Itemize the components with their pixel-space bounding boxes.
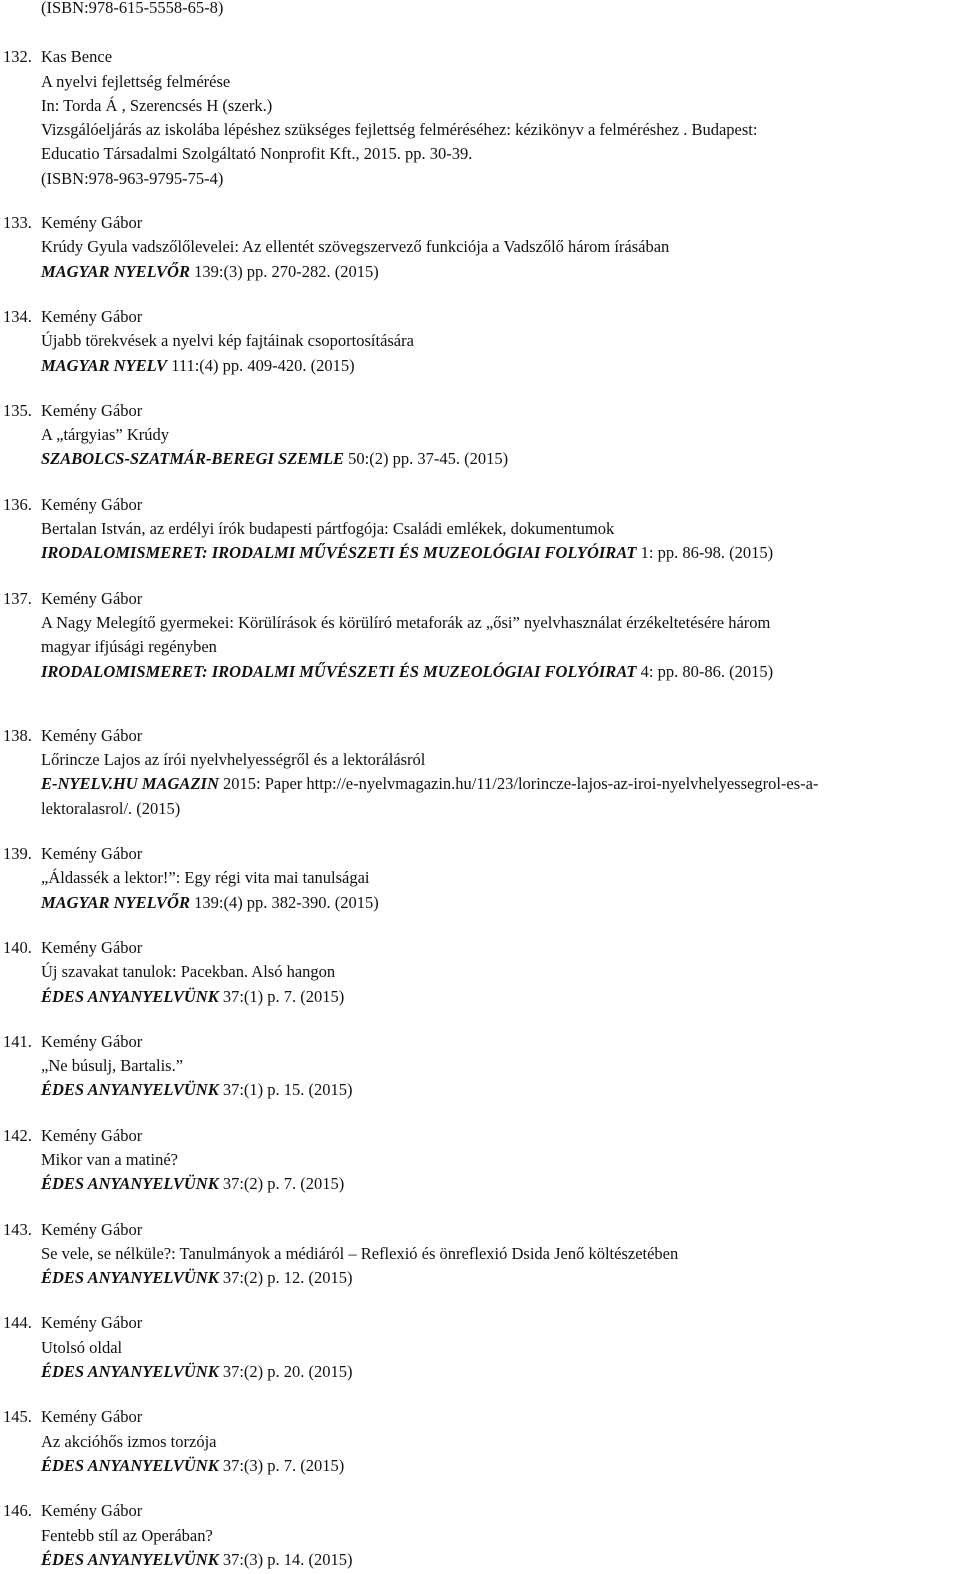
list-item: [3, 1218, 953, 1291]
entry-details-continued: lektoralasrol/. (2015): [41, 798, 181, 818]
entry-journal: ÉDES ANYANYELVÜNK: [41, 1080, 219, 1100]
list-item: [3, 936, 953, 1009]
entry-isbn: (ISBN:978-963-9795-75-4): [41, 168, 224, 188]
entry-source: [41, 1172, 953, 1196]
entry-author: Kemény Gábor: [41, 937, 143, 957]
entry-journal: MAGYAR NYELVŐR: [41, 261, 190, 281]
entry-editors: In: Torda Á , Szerencsés H (szerk.): [41, 95, 273, 115]
previous-entry-isbn: (ISBN:978-615-5558-65-8): [41, 0, 224, 17]
entry-journal: MAGYAR NYELV: [41, 355, 168, 375]
entry-details: 4: pp. 80-86. (2015): [636, 661, 774, 681]
entry-title: Se vele, se nélküle?: Tanulmányok a médiáról – Reflexió és önreflexió Dsida Jenő költészetében: [41, 1243, 679, 1263]
entry-number: 138.: [3, 725, 32, 745]
entry-number: 143.: [3, 1219, 32, 1239]
entry-title: Újabb törekvések a nyelvi kép fajtáinak csoportosítására: [41, 331, 414, 351]
entry-number: 142.: [3, 1125, 32, 1145]
entry-book-title: Vizsgálóeljárás az iskolába lépéshez szükséges fejlettség felméréséhez: kézikönyv a felméréshez . Budapest:: [41, 120, 758, 140]
entry-author: Kemény Gábor: [41, 494, 143, 514]
list-item: [3, 211, 953, 284]
entry-number: 145.: [3, 1407, 32, 1427]
entry-title: Utolsó oldal: [41, 1337, 123, 1357]
entry-details: 1: pp. 86-98. (2015): [636, 543, 774, 563]
entry-source: [41, 985, 953, 1009]
entry-details: 50:(2) pp. 37-45. (2015): [344, 449, 509, 469]
list-item: [3, 1124, 953, 1197]
entry-author: Kemény Gábor: [41, 844, 143, 864]
entry-details: 37:(2) p. 7. (2015): [218, 1174, 345, 1194]
entry-source: [41, 447, 953, 471]
entry-title: Krúdy Gyula vadszőlőlevelei: Az ellentét szövegszervező funkciója a Vadszőlő három írásában: [41, 237, 670, 257]
entry-number: 144.: [3, 1313, 32, 1333]
entry-details: 37:(3) p. 7. (2015): [218, 1455, 345, 1475]
list-item: [3, 1499, 953, 1572]
entry-author: Kemény Gábor: [41, 1313, 143, 1333]
entry-author: Kemény Gábor: [41, 1407, 143, 1427]
entry-title-continued: magyar ifjúsági regényben: [41, 637, 217, 657]
entry-title: Lőrincze Lajos az írói nyelvhelyességről és a lektorálásról: [41, 750, 426, 770]
entry-details: 37:(1) p. 15. (2015): [218, 1080, 353, 1100]
entry-details: 37:(2) p. 12. (2015): [218, 1268, 353, 1288]
list-item: [3, 305, 953, 378]
entry-title: A „tárgyias” Krúdy: [41, 425, 169, 445]
entry-journal: ÉDES ANYANYELVÜNK: [41, 1268, 219, 1288]
entry-source: [41, 541, 953, 565]
entry-title: A nyelvi fejlettség felmérése: [41, 71, 231, 91]
entry-title: A Nagy Melegítő gyermekei: Körülírások és körülíró metaforák az „ősi” nyelvhasználat érzékeltetésére három: [41, 612, 771, 632]
list-item: [3, 1311, 953, 1384]
entry-details: 139:(4) pp. 382-390. (2015): [189, 892, 379, 912]
entry-journal: ÉDES ANYANYELVÜNK: [41, 1362, 219, 1382]
list-item: [3, 1030, 953, 1103]
entry-number: 133.: [3, 213, 32, 233]
entry-title: Fentebb stíl az Operában?: [41, 1525, 213, 1545]
list-item: [3, 842, 953, 915]
entry-number: 134.: [3, 306, 32, 326]
entry-author: Kemény Gábor: [41, 1125, 143, 1145]
entry-number: 136.: [3, 494, 32, 514]
entry-author: Kemény Gábor: [41, 306, 143, 326]
entry-author: Kas Bence: [41, 47, 113, 67]
entry-journal: IRODALOMISMERET: IRODALMI MŰVÉSZETI ÉS MUZEOLÓGIAI FOLYÓIRAT: [41, 661, 637, 681]
entry-source: [41, 1454, 953, 1478]
entry-author: Kemény Gábor: [41, 213, 143, 233]
entry-source: [41, 1266, 953, 1290]
entry-number: 137.: [3, 588, 32, 608]
entry-number: 140.: [3, 937, 32, 957]
entry-number: 132.: [3, 47, 32, 67]
entry-author: Kemény Gábor: [41, 1031, 143, 1051]
entry-details: 37:(3) p. 14. (2015): [218, 1549, 353, 1569]
entry-title: „Ne búsulj, Bartalis.”: [41, 1056, 184, 1076]
entry-source: [41, 1548, 953, 1572]
entry-title: Bertalan István, az erdélyi írók budapesti pártfogója: Családi emlékek, dokumentumok: [41, 519, 615, 539]
entry-number: 139.: [3, 844, 32, 864]
entry-author: Kemény Gábor: [41, 400, 143, 420]
entry-publisher: Educatio Társadalmi Szolgáltató Nonprofit Kft., 2015. pp. 30-39.: [41, 144, 473, 164]
entry-journal: ÉDES ANYANYELVÜNK: [41, 1455, 219, 1475]
entry-journal: E-NYELV.HU MAGAZIN: [41, 774, 219, 794]
entry-details: 139:(3) pp. 270-282. (2015): [189, 261, 379, 281]
entry-journal: IRODALOMISMERET: IRODALMI MŰVÉSZETI ÉS MUZEOLÓGIAI FOLYÓIRAT: [41, 543, 637, 563]
publication-list: [3, 0, 953, 1572]
entry-source: [41, 891, 953, 915]
list-item: [3, 724, 953, 821]
entry-journal: ÉDES ANYANYELVÜNK: [41, 986, 219, 1006]
list-item: [3, 587, 953, 684]
entry-details: 37:(2) p. 20. (2015): [218, 1362, 353, 1382]
entry-number: 141.: [3, 1031, 32, 1051]
entry-author: Kemény Gábor: [41, 1501, 143, 1521]
entry-number: 135.: [3, 400, 32, 420]
entry-journal: ÉDES ANYANYELVÜNK: [41, 1174, 219, 1194]
entry-author: Kemény Gábor: [41, 725, 143, 745]
entry-author: Kemény Gábor: [41, 1219, 143, 1239]
entry-journal: MAGYAR NYELVŐR: [41, 892, 190, 912]
entry-source: [41, 1360, 953, 1384]
list-item: [3, 399, 953, 472]
list-item: [3, 45, 953, 191]
entry-number: 146.: [3, 1501, 32, 1521]
entry-source: [41, 1078, 953, 1102]
entry-details: 111:(4) pp. 409-420. (2015): [167, 355, 355, 375]
entry-author: Kemény Gábor: [41, 588, 143, 608]
list-item: [3, 493, 953, 566]
list-item: [3, 1405, 953, 1478]
entry-source: [41, 260, 953, 284]
entry-journal: SZABOLCS-SZATMÁR-BEREGI SZEMLE: [41, 449, 345, 469]
entry-title: „Áldassék a lektor!”: Egy régi vita mai tanulságai: [41, 868, 370, 888]
entry-title: Új szavakat tanulok: Pacekban. Alsó hangon: [41, 962, 336, 982]
entry-source: [41, 354, 953, 378]
entry-details: 37:(1) p. 7. (2015): [218, 986, 345, 1006]
entry-title: Mikor van a matiné?: [41, 1149, 178, 1169]
entry-title: Az akcióhős izmos torzója: [41, 1431, 217, 1451]
entry-details: 2015: Paper http://e-nyelvmagazin.hu/11/23/lorincze-lajos-az-iroi-nyelvhelyessegrol-es-a-: [218, 774, 819, 794]
entry-journal: ÉDES ANYANYELVÜNK: [41, 1549, 219, 1569]
entry-source: [41, 772, 953, 796]
entry-source: [41, 660, 953, 684]
